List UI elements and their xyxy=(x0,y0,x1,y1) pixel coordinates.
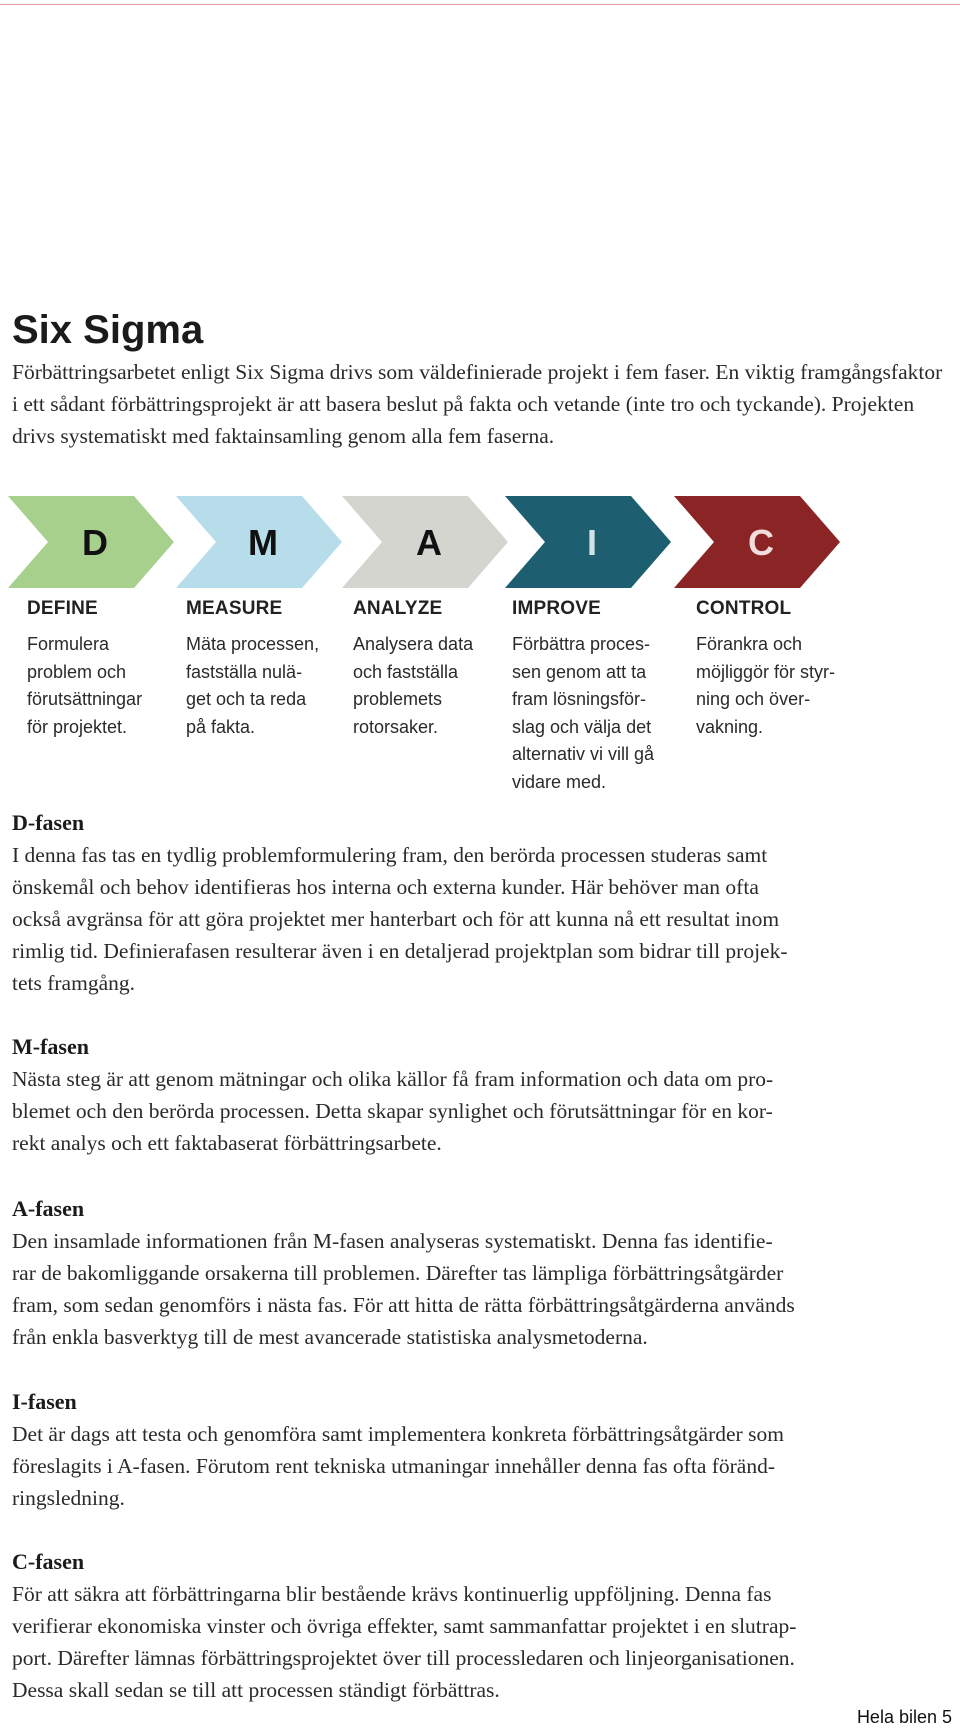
phase-description-line: alternativ vi vill gå xyxy=(512,744,655,765)
phase-name: CONTROL xyxy=(696,598,792,619)
phase-description-line: vidare med. xyxy=(512,771,607,792)
top-rule xyxy=(0,4,960,5)
section-body xyxy=(12,1063,952,1159)
section-body-line: föreslagits i A-fasen. Förutom rent tekniska utmaningar innehåller denna fas ofta föränd- xyxy=(12,1454,776,1478)
section-body-line: I denna fas tas en tydlig problemformulering fram, den berörda processen studeras samt xyxy=(12,843,768,867)
section-c-fasen xyxy=(12,1546,952,1706)
section-body-line: fram, som sedan genomförs i nästa fas. För att hitta de rätta förbättringsåtgärderna används xyxy=(12,1293,795,1317)
phase-define xyxy=(27,596,142,741)
section-heading: I-fasen xyxy=(12,1389,77,1414)
section-body-line: Den insamlade informationen från M-fasen analyseras systematiskt. Denna fas identifie- xyxy=(12,1229,773,1253)
section-body-line: Det är dags att testa och genomföra samt implementera konkreta förbättringsåtgärder som xyxy=(12,1422,784,1446)
section-d-fasen xyxy=(12,807,952,999)
chevron-letter-m: M xyxy=(248,522,278,563)
phase-description-line: slag och välja det xyxy=(512,716,652,737)
phase-description-line: möjliggör för styr- xyxy=(696,661,836,682)
phase-description-line: och fastställa xyxy=(353,661,459,682)
section-body-line: Dessa skall sedan se till att processen ständigt förbättras. xyxy=(12,1678,500,1702)
phase-description-line: fram lösningsför- xyxy=(512,689,647,710)
section-body-line: rimlig tid. Definierafasen resulterar även i en detaljerad projektplan som bidrar till projek- xyxy=(12,939,788,963)
phase-improve xyxy=(512,596,654,797)
phase-description-line: förutsättningar xyxy=(27,689,143,710)
section-body-line: tets framgång. xyxy=(12,971,135,995)
section-body xyxy=(12,1225,952,1353)
section-a-fasen xyxy=(12,1193,952,1353)
phase-description-line: fastställa nulä- xyxy=(186,661,303,682)
phase-description xyxy=(27,631,142,741)
phase-name: MEASURE xyxy=(186,598,283,619)
section-body-line: från enkla basverktyg till de mest avancerade statistiska analysmetoderna. xyxy=(12,1325,648,1349)
section-body-line: För att säkra att förbättringarna blir bestående krävs kontinuerlig uppföljning. Denna fas xyxy=(12,1582,772,1606)
dmaic-chevron-diagram xyxy=(0,494,960,594)
chevron-letter-c: C xyxy=(748,522,774,563)
page-title: Six Sigma xyxy=(12,308,204,352)
section-body-line: ringsledning. xyxy=(12,1486,125,1510)
phase-description-line: Förbättra proces- xyxy=(512,634,651,654)
phase-description xyxy=(186,631,319,741)
section-body-line: önskemål och behov identifieras hos interna och externa kunder. Här behöver man ofta xyxy=(12,875,759,899)
section-heading: C-fasen xyxy=(12,1549,85,1574)
section-heading: A-fasen xyxy=(12,1196,85,1221)
section-body-line: Nästa steg är att genom mätningar och olika källor få fram information och data om pro- xyxy=(12,1067,774,1091)
phase-measure xyxy=(186,596,319,741)
phase-description xyxy=(696,631,835,741)
phase-name: DEFINE xyxy=(27,598,98,619)
phase-description-line: på fakta. xyxy=(186,716,256,737)
section-body xyxy=(12,839,952,999)
phase-description-line: Analysera data xyxy=(353,634,474,654)
section-body xyxy=(12,1418,952,1514)
section-body-line: rar de bakomliggande orsakerna till problemen. Därefter tas lämpliga förbättringsåtgärder xyxy=(12,1261,784,1285)
section-body xyxy=(12,1578,952,1706)
phase-description-line: Mäta processen, xyxy=(186,634,320,654)
section-body-line: verifierar ekonomiska vinster och övriga effekter, samt sammanfattar projektet i en slutrap- xyxy=(12,1614,797,1638)
section-heading: D-fasen xyxy=(12,810,85,835)
phase-description-line: get och ta reda xyxy=(186,689,307,710)
phase-description-line: Förankra och xyxy=(696,634,803,654)
phase-description-line: rotorsaker. xyxy=(353,716,439,737)
phase-description-line: för projektet. xyxy=(27,716,128,737)
section-body-line: port. Därefter lämnas förbättringsprojektet över till processledaren och linjeorganisationen. xyxy=(12,1646,795,1670)
section-i-fasen xyxy=(12,1386,952,1514)
section-heading: M-fasen xyxy=(12,1034,89,1059)
phase-description xyxy=(353,631,473,741)
section-body-line: också avgränsa för att göra projektet mer hanterbart och för att kunna nå ett resultat inom xyxy=(12,907,780,931)
phase-name: IMPROVE xyxy=(512,598,602,619)
phase-description-line: problem och xyxy=(27,661,127,682)
chevron-letter-i: I xyxy=(586,522,598,563)
chevron-letter-a: A xyxy=(416,522,442,563)
section-m-fasen xyxy=(12,1031,952,1159)
phase-control xyxy=(696,596,835,741)
phase-description xyxy=(512,631,654,797)
intro-paragraph: Förbättringsarbetet enligt Six Sigma drivs som väldefinierade projekt i fem faser. En viktig framgångsfaktor i ett sådant förbättringsprojekt är att basera beslut på fakta och vetande (inte tro och tyckande). Projekten drivs systematiskt med faktainsamling genom alla fem faserna. xyxy=(12,360,943,448)
phase-description-line: ning och över- xyxy=(696,689,811,710)
phase-description-line: vakning. xyxy=(696,716,764,737)
section-body-line: rekt analys och ett faktabaserat förbättringsarbete. xyxy=(12,1131,442,1155)
phase-name: ANALYZE xyxy=(353,598,443,619)
phase-analyze xyxy=(353,596,473,741)
phase-description-line: Formulera xyxy=(27,634,110,654)
phase-description-line: problemets xyxy=(353,689,443,710)
section-body-line: blemet och den berörda processen. Detta skapar synlighet och förutsättningar för en kor- xyxy=(12,1099,773,1123)
chevron-letter-d: D xyxy=(82,522,108,563)
phase-description-line: sen genom att ta xyxy=(512,661,647,682)
page-footer: Hela bilen 5 xyxy=(856,1707,952,1727)
